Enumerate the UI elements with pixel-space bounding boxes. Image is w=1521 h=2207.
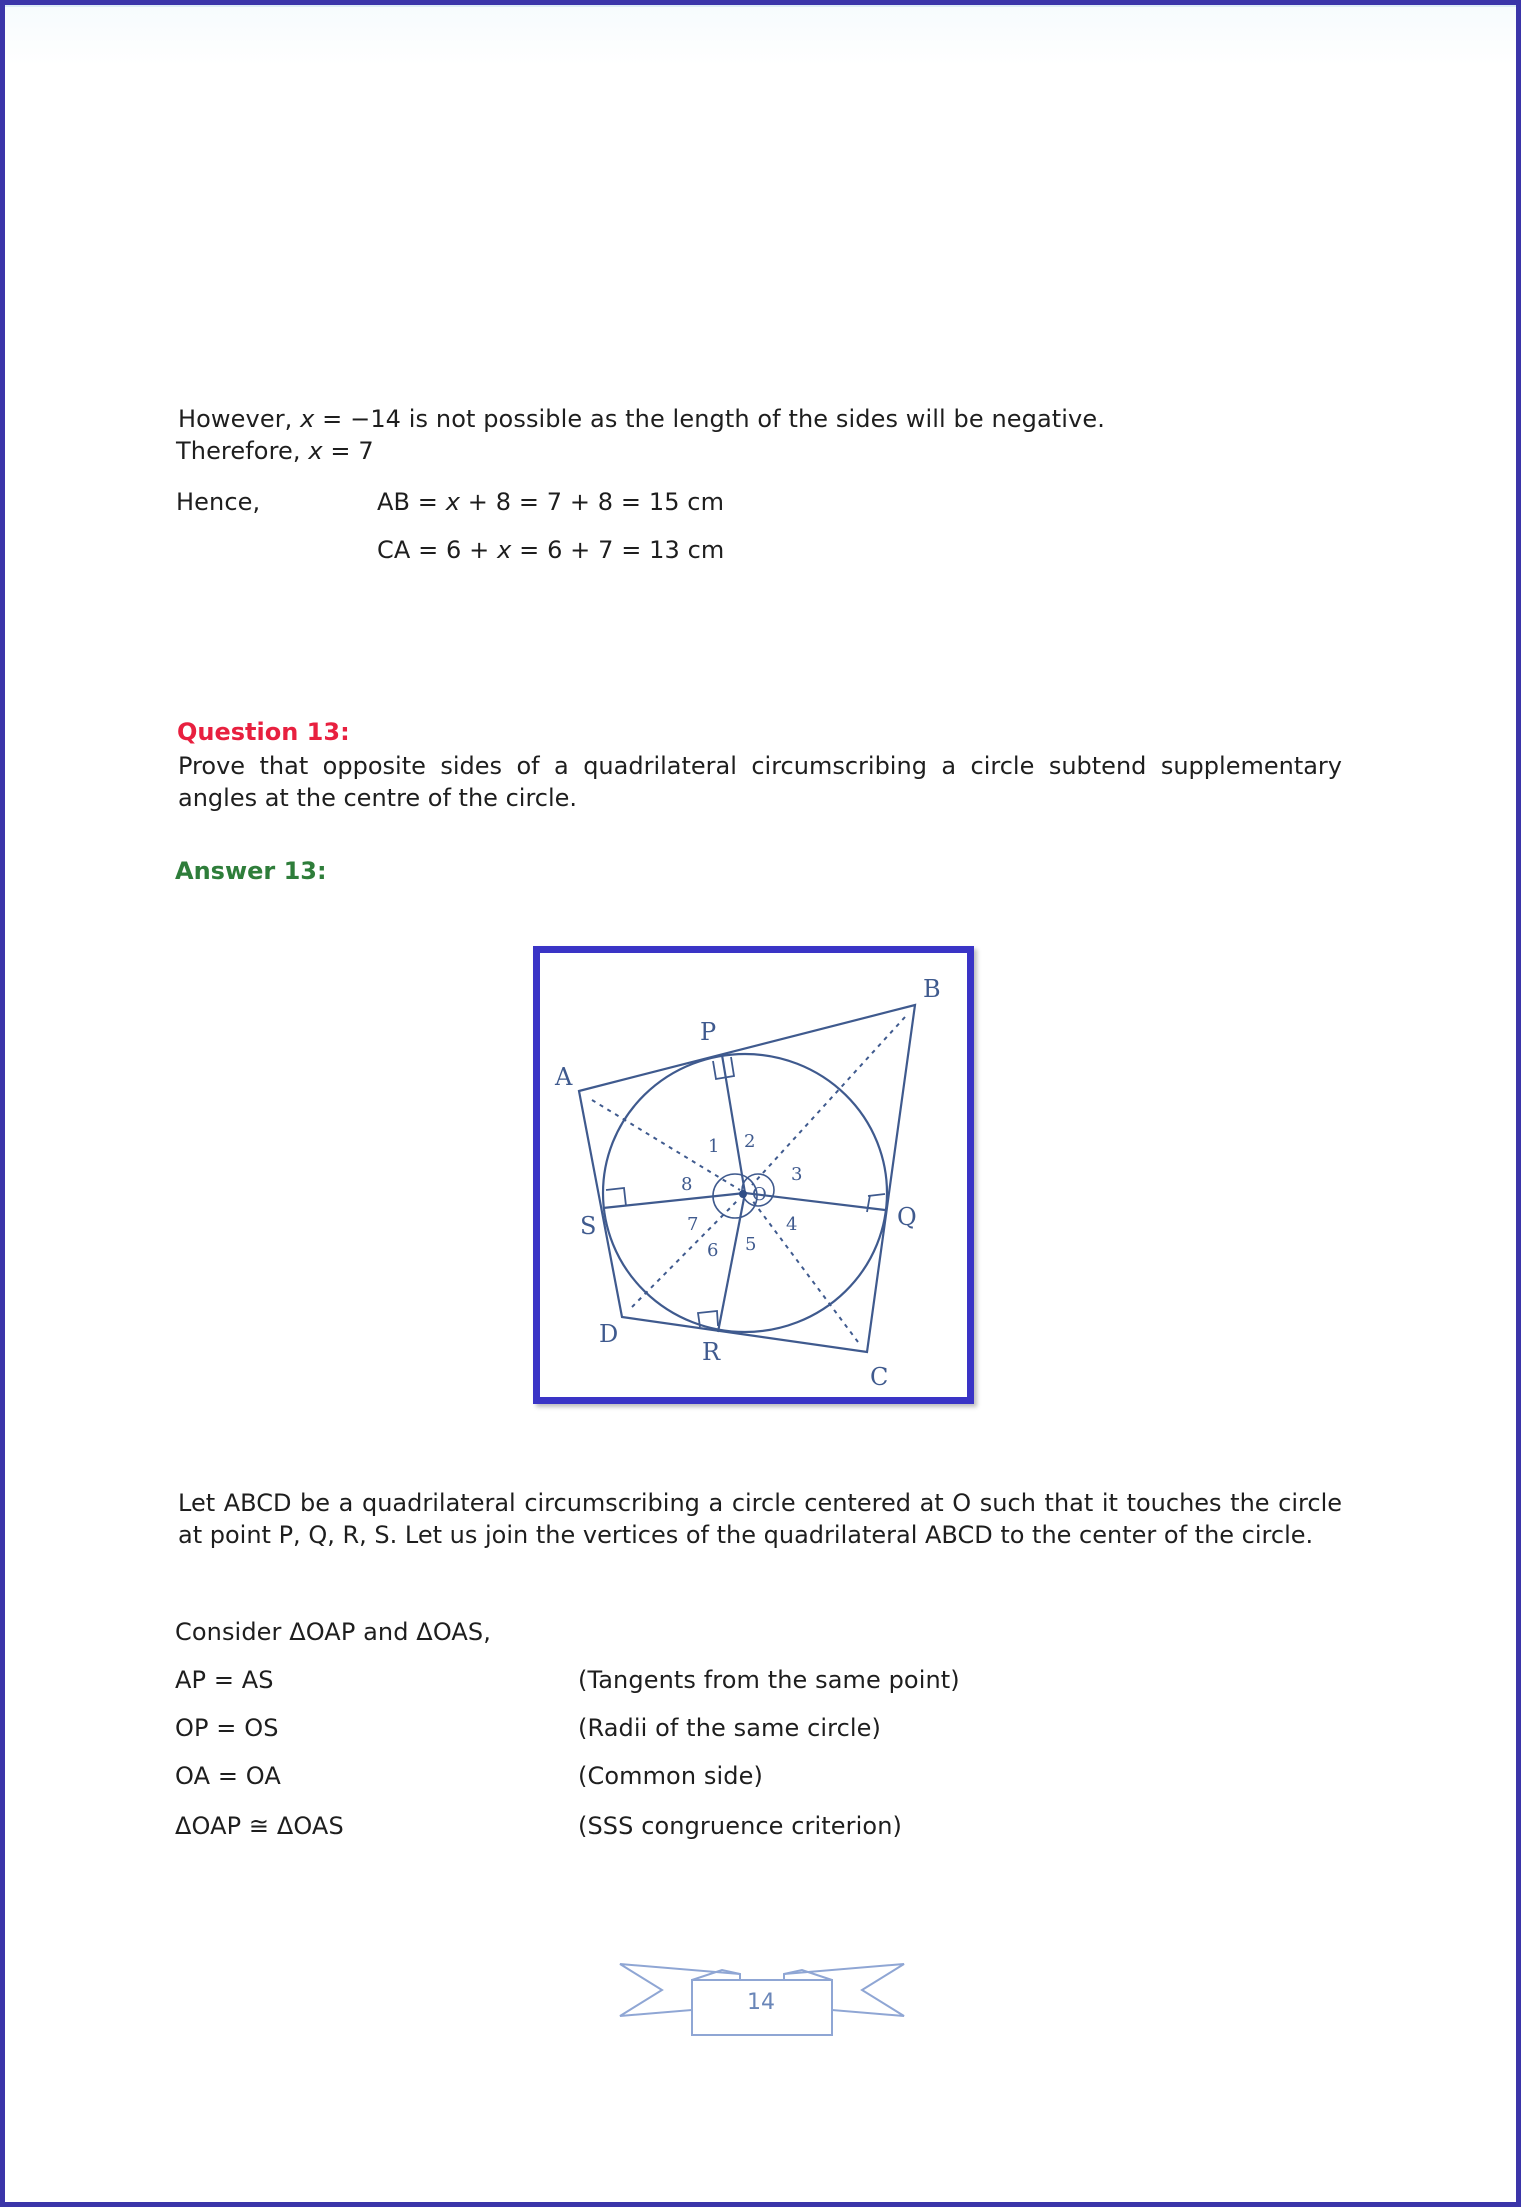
proof-reason-4: (SSS congruence criterion) xyxy=(578,1812,902,1840)
answer-heading: Answer 13: xyxy=(175,857,327,885)
angle-label-7: 7 xyxy=(687,1214,699,1235)
center-point xyxy=(739,1190,747,1198)
proof-statement-4: ΔOAP ≅ ΔOAS xyxy=(175,1812,344,1840)
proof-reason-3: (Common side) xyxy=(578,1762,763,1790)
answer-intro: Let ABCD be a quadrilateral circumscribing a circle centered at O such that it touches the circle at point P, Q, R, S. Let us join the vertices of the quadrilateral ABCD to the center of the circle. xyxy=(178,1489,1342,1549)
hence-label: Hence, xyxy=(176,488,261,516)
vertex-label-d: D xyxy=(599,1320,619,1348)
vertex-label-c: C xyxy=(870,1363,889,1391)
tangent-label-p: P xyxy=(700,1018,717,1046)
question-text: Prove that opposite sides of a quadrilateral circumscribing a circle subtend supplementary angles at the centre of the circle. xyxy=(178,752,1342,812)
negative-root-note: However, x = −14 is not possible as the length of the sides will be negative. xyxy=(178,405,1105,433)
proof-reason-2: (Radii of the same circle) xyxy=(578,1714,881,1742)
consider-line: Consider ΔOAP and ΔOAS, xyxy=(175,1618,491,1646)
angle-label-4: 4 xyxy=(786,1214,798,1235)
geometry-diagram xyxy=(540,953,967,1397)
question-heading: Question 13: xyxy=(177,718,350,746)
vertex-label-a: A xyxy=(555,1063,573,1091)
x-value-line: Therefore, x = 7 xyxy=(176,437,374,465)
angle-label-5: 5 xyxy=(745,1234,757,1255)
ab-length-line: AB = x + 8 = 7 + 8 = 15 cm xyxy=(377,488,725,516)
angle-label-3: 3 xyxy=(791,1164,803,1185)
quadrilateral-circle-figure xyxy=(533,946,974,1404)
ca-length-line: CA = 6 + x = 6 + 7 = 13 cm xyxy=(377,536,725,564)
proof-statement-1: AP = AS xyxy=(175,1666,274,1694)
tangent-label-r: R xyxy=(702,1338,721,1366)
tangent-label-s: S xyxy=(580,1212,597,1240)
page-number: 14 xyxy=(747,1990,775,2015)
angle-label-6: 6 xyxy=(707,1240,719,1261)
angle-label-2: 2 xyxy=(744,1131,756,1152)
center-label-o: O xyxy=(752,1184,767,1205)
angle-label-8: 8 xyxy=(681,1174,693,1195)
angle-label-1: 1 xyxy=(708,1136,720,1157)
proof-reason-1: (Tangents from the same point) xyxy=(578,1666,960,1694)
vertex-label-b: B xyxy=(923,975,941,1003)
proof-statement-3: OA = OA xyxy=(175,1762,281,1790)
tangent-label-q: Q xyxy=(897,1203,917,1231)
proof-statement-2: OP = OS xyxy=(175,1714,279,1742)
